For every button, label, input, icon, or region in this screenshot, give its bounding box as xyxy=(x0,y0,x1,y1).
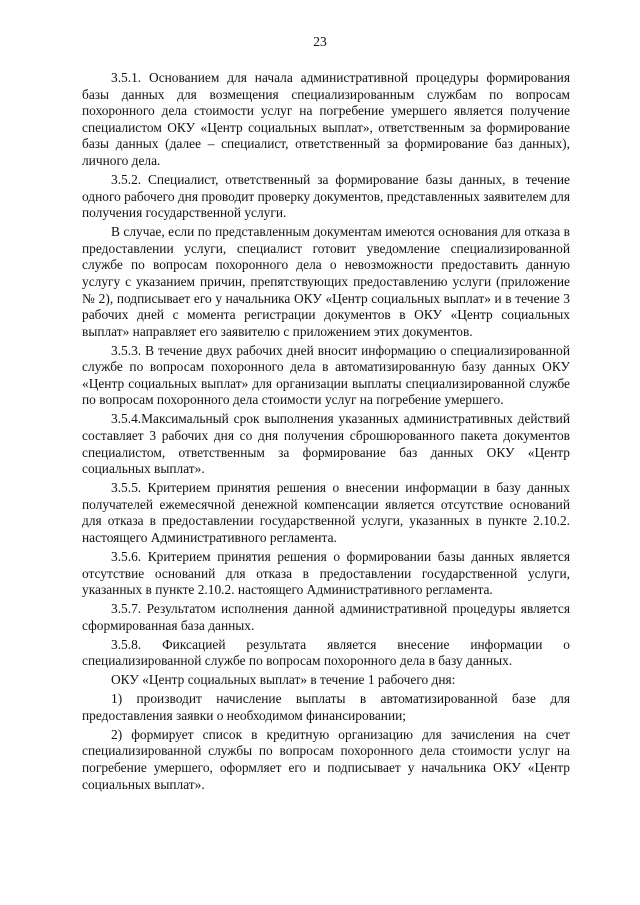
paragraph-3-5-6: 3.5.6. Критерием принятия решения о формировании базы данных является отсутствие оснований для отказа в предоставлении государственной услуги, указанных в пункте 2.10.2. настоящего Административного регламента. xyxy=(82,548,570,598)
paragraph-3-5-1: 3.5.1. Основанием для начала административной процедуры формирования базы данных для возмещения специализированным службам по вопросам похоронного дела стоимости услуг на погребение умершего является получение специалистом ОКУ «Центр социальных выплат», ответственным за формирование базы данных (далее – специалист, ответственный за формирование баз данных), личного дела. xyxy=(82,70,570,168)
page-number: 23 xyxy=(313,34,327,49)
paragraph-3-5-8: 3.5.8. Фиксацией результата является внесение информации о специализированной службе по вопросам похоронного дела в базу данных. xyxy=(82,636,570,669)
paragraph-list-item-2: 2) формирует список в кредитную организацию для зачисления на счет специализированной службы по вопросам похоронного дела стоимости услуг на погребение умершего, оформляет его и подписывает у начальника ОКУ «Центр социальных выплат». xyxy=(82,726,570,792)
paragraph-3-5-4: 3.5.4.Максимальный срок выполнения указанных административных действий составляет 3 рабочих дня со дня получения сброшюрованного пакета документов специалистом, ответственным за формирование баз данных ОКУ «Центр социальных выплат». xyxy=(82,411,570,477)
document-body xyxy=(82,70,570,796)
paragraph-list-item-1: 1) производит начисление выплаты в автоматизированной базе для предоставления заявки о необходимом финансировании; xyxy=(82,691,570,723)
paragraph-refusal-case: В случае, если по представленным документам имеются основания для отказа в предоставлении услуги, специалист готовит уведомление специализированной службе по вопросам похоронного дела о невозможности предоставить данную услугу с указанием причин, препятствующих предоставлению услуги (приложение № 2), подписывает его у начальника ОКУ «Центр социальных выплат» и в течение 3 рабочих дней с момента регистрации документов в ОКУ «Центр социальных выплат» направляет его заявителю с приложением этих документов. xyxy=(82,224,570,339)
paragraph-3-5-3: 3.5.3. В течение двух рабочих дней вносит информацию о специализированной службе по вопросам похоронного дела в автоматизированную базу данных ОКУ «Центр социальных выплат» для организации выплаты специализированной службе по вопросам похоронного дела стоимости услуг на погребение умершего. xyxy=(82,342,570,408)
paragraph-3-5-2: 3.5.2. Специалист, ответственный за формирование базы данных, в течение одного рабочего дня проводит проверку документов, представленных заявителем для получения государственной услуги. xyxy=(82,171,571,221)
paragraph-oku-actions-intro: ОКУ «Центр социальных выплат» в течение 1 рабочего дня: xyxy=(111,672,456,688)
paragraph-3-5-7: 3.5.7. Результатом исполнения данной административной процедуры является сформированная база данных. xyxy=(82,601,570,633)
paragraph-3-5-5: 3.5.5. Критерием принятия решения о внесении информации в базу данных получателей ежемесячной денежной компенсации является отсутствие оснований для отказа в предоставлении государственной услуги, указанных в пункте 2.10.2. настоящего Административного регламента. xyxy=(82,480,570,545)
